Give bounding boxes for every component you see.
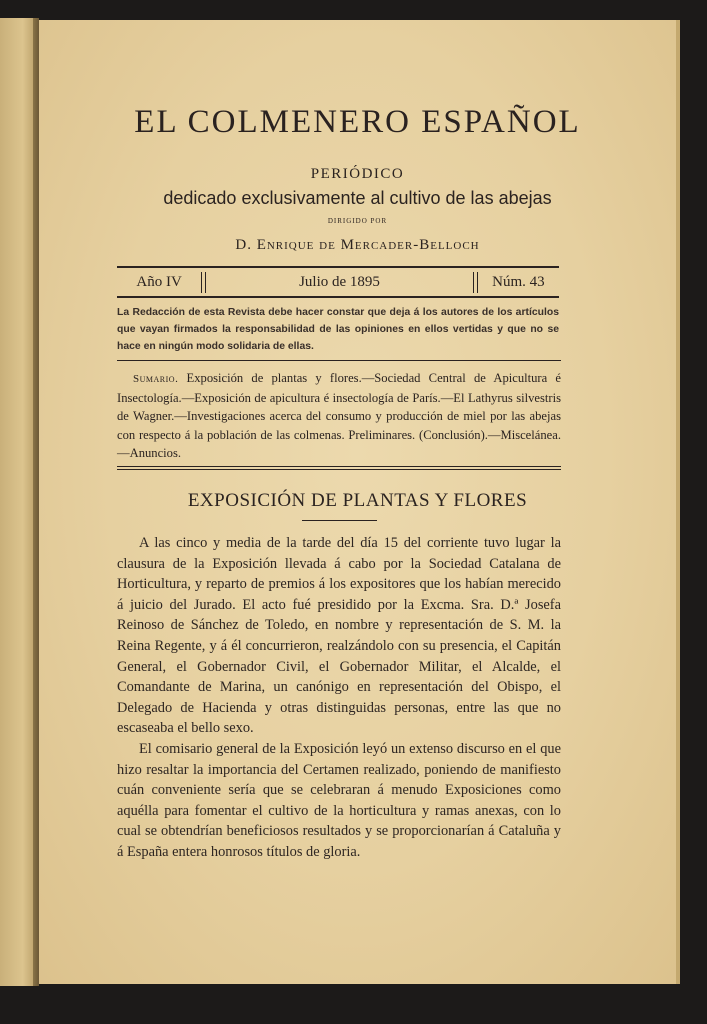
journal-tagline: dedicado exclusivamente al cultivo de las abejas bbox=[163, 188, 552, 208]
editorial-notice: La Redacción de esta Revista debe hacer constar que deja á los autores de los artículos que vayan firmados la responsabilidad de las opiniones en ellos vertidas y que no se hace en ningún modo solidaria de ellas. bbox=[117, 307, 559, 352]
issue-info-bar bbox=[117, 270, 559, 295]
sumario-divider-bottom bbox=[117, 469, 561, 470]
issue-number: Núm. 43 bbox=[492, 274, 545, 290]
right-page-edge bbox=[676, 20, 680, 984]
journal-subtitle: PERIÓDICO bbox=[310, 166, 405, 182]
journal-title: EL COLMENERO ESPAÑOL bbox=[134, 104, 581, 140]
directed-by-label: DIRIGIDO POR bbox=[327, 217, 388, 225]
notice-divider bbox=[117, 360, 561, 361]
sumario-text: Exposición de plantas y flores.—Sociedad Central de Apicultura é Insectología.—Exposición de apicultura é insectología de París.—El Lathyrus silvestris de Wagner.—Investigaciones acerca del consumo y producción de miel por las abejas con respecto á la población de las colmenas. Preliminares. (Conclusión).—Miscelánea.—Anuncios. bbox=[117, 371, 561, 461]
issue-date: Julio de 1895 bbox=[299, 274, 380, 290]
article-paragraph: A las cinco y media de la tarde del día 15 del corriente tuvo lugar la clausura de la Exposición llevada á cabo por la Sociedad Catalana de Horticultura, y reparto de premios á los expositores que los habían merecido á juicio del Jurado. El acto fué presidido por la Excma. Sra. D.ª Josefa Reinoso de Sánchez de Toledo, en nombre y representación de S. M. la Reina Regente, y á él concurrieron, realzándolo con su presencia, el Capitán General, el Gobernador Civil, el Gobernador Militar, el Alcalde, el Comandante de Marina, un canónigo en representación del Obispo, el Delegado de Hacienda y otras distinguidas personas, entre las que no escaseaba el bello sexo. bbox=[117, 535, 561, 737]
director-name: D. Enrique de Mercader-Belloch bbox=[235, 237, 480, 253]
sumario-divider-top bbox=[117, 466, 561, 467]
infobar-bottom-rule bbox=[117, 296, 559, 298]
infobar-top-rule bbox=[117, 266, 559, 268]
article-title: EXPOSICIÓN DE PLANTAS Y FLORES bbox=[187, 490, 528, 511]
article-paragraph: El comisario general de la Exposición leyó un extenso discurso en el que hizo resaltar la importancia del Certamen realizado, poniendo de manifiesto cuán conveniente sería que se celebraran á menudo Exposiciones como aquélla para fomentar el cultivo de la horticultura y ramas anexas, con lo cual se obtendrían beneficiosos resultados y se proporcionarían á Cataluña y á España entera honrosos títulos de gloria. bbox=[117, 740, 561, 860]
document-page bbox=[39, 20, 676, 984]
article-body bbox=[117, 533, 561, 863]
sumario-label: Sumario. bbox=[133, 373, 179, 385]
table-of-contents bbox=[117, 369, 561, 463]
title-underline bbox=[302, 520, 377, 521]
issue-year: Año IV bbox=[136, 274, 182, 290]
